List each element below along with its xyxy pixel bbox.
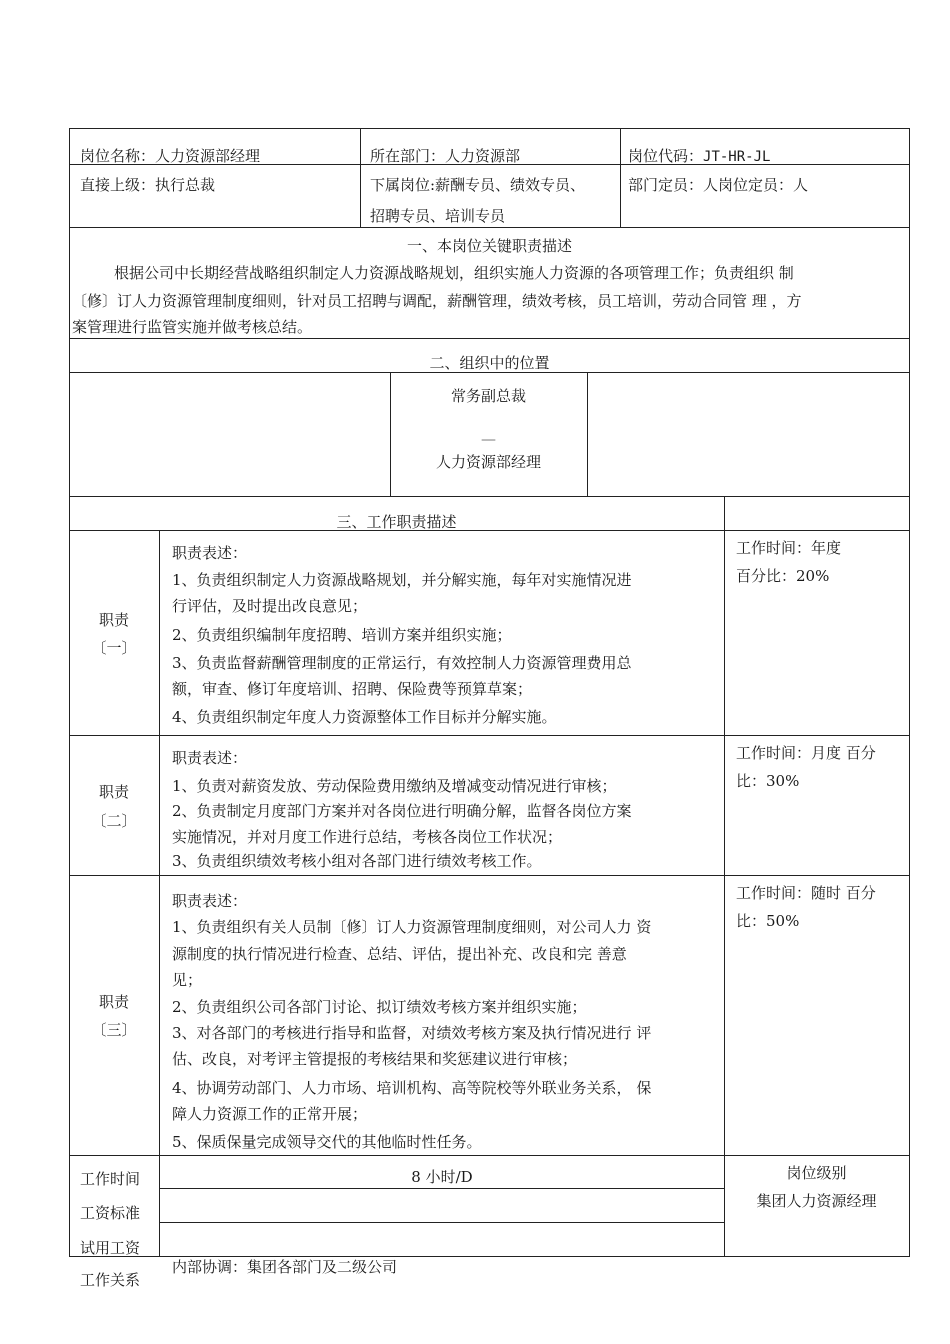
section1-title: 一、本岗位关键职责描述 bbox=[406, 237, 572, 255]
duty1-item: 4、负责组织制定年度人力资源整体工作目标并分解实施。 bbox=[172, 708, 557, 726]
duty3-label: 职责 bbox=[98, 993, 129, 1011]
salary-label: 工资标准 bbox=[80, 1204, 141, 1222]
duty2-heading: 职责表述： bbox=[172, 749, 248, 767]
subordinates-line2: 招聘专员、培训专员 bbox=[370, 207, 506, 225]
duty3-percent: 比：50% bbox=[736, 912, 800, 930]
org-top: 常务副总裁 bbox=[450, 387, 526, 405]
duty3-item: 1、负责组织有关人员制〔修〕订人力资源管理制度细则，对公司人力 资 bbox=[172, 918, 652, 936]
duty2-item: 实施情况，并对月度工作进行总结，考核各岗位工作状况； bbox=[172, 828, 563, 846]
section3-title: 三、工作职责描述 bbox=[336, 513, 457, 531]
duty3-item: 障人力资源工作的正常开展； bbox=[172, 1105, 368, 1123]
duty3-label-num: 〔三〕 bbox=[91, 1021, 137, 1039]
duty2-item: 1、负责对薪资发放、劳动保险费用缴纳及增减变动情况进行审核； bbox=[172, 777, 617, 795]
duty3-item: 5、保质保量完成领导交代的其他临时性任务。 bbox=[172, 1133, 482, 1151]
duty1-item: 行评估，及时提出改良意见； bbox=[172, 597, 368, 615]
duty3-item: 源制度的执行情况进行检查、总结、评估，提出补充、改良和完 善意 bbox=[172, 945, 627, 963]
section1-line1: 根据公司中长期经营战略组织制定人力资源战略规划，组织实施人力资源的各项管理工作；负责组织 制 bbox=[114, 264, 794, 282]
work-time-label: 工作时间 bbox=[80, 1170, 141, 1188]
duty3-time: 工作时间：随时 百分 bbox=[736, 884, 876, 902]
duty2-percent: 比：30% bbox=[736, 772, 800, 790]
duty1-item: 3、负责监督薪酬管理制度的正常运行，有效控制人力资源管理费用总 bbox=[172, 654, 632, 672]
duty3-item: 4、协调劳动部门、人力市场、培训机构、高等院校等外联业务关系， 保 bbox=[172, 1079, 652, 1097]
work-time-value: 8 小时/D bbox=[411, 1168, 473, 1186]
level-value: 集团人力资源经理 bbox=[756, 1192, 877, 1210]
duty2-label-num: 〔二〕 bbox=[91, 812, 137, 830]
position-name: 岗位名称：人力资源部经理 bbox=[80, 147, 261, 165]
section2-title: 二、组织中的位置 bbox=[429, 354, 550, 372]
duty3-item: 3、对各部门的考核进行指导和监督，对绩效考核方案及执行情况进行 评 bbox=[172, 1024, 652, 1042]
section1-line2: 〔修〕订人力资源管理制度细则，针对员工招聘与调配，薪酬管理，绩效考核，员工培训，劳动合同管 理 ，方 bbox=[72, 292, 802, 310]
duty1-item: 1、负责组织制定人力资源战略规划，并分解实施，每年对实施情况进 bbox=[172, 571, 632, 589]
position-code bbox=[628, 145, 770, 168]
level-label: 岗位级别 bbox=[786, 1164, 847, 1182]
org-bottom: 人力资源部经理 bbox=[435, 453, 541, 471]
position-code-value: JT-HR-JL bbox=[703, 149, 771, 165]
duty1-item: 额，审查、修订年度培训、招聘、保险费等预算草案； bbox=[172, 680, 533, 698]
duty2-label: 职责 bbox=[98, 783, 129, 801]
duty1-label: 职责 bbox=[98, 611, 129, 629]
duty2-item: 3、负责组织绩效考核小组对各部门进行绩效考核工作。 bbox=[172, 852, 542, 870]
section1-line3: 案管理进行监管实施并做考核总结。 bbox=[72, 318, 313, 336]
duty2-time: 工作时间：月度 百分 bbox=[736, 744, 876, 762]
duty1-percent: 百分比：20% bbox=[736, 567, 830, 585]
work-relation-value: 内部协调：集团各部门及二级公司 bbox=[172, 1258, 398, 1276]
duty1-label-num: 〔一〕 bbox=[91, 639, 137, 657]
work-relation-label: 工作关系 bbox=[80, 1271, 141, 1289]
duty3-item: 估、改良，对考评主管提报的考核结果和奖惩建议进行审核； bbox=[172, 1050, 578, 1068]
duty3-item: 见； bbox=[172, 971, 203, 989]
duty2-item: 2、负责制定月度部门方案并对各岗位进行明确分解，监督各岗位方案 bbox=[172, 802, 632, 820]
position-code-label: 岗位代码： bbox=[628, 147, 704, 165]
org-connector: — bbox=[481, 430, 496, 448]
staffing: 部门定员：人岗位定员：人 bbox=[628, 176, 809, 194]
duty1-time: 工作时间：年度 bbox=[736, 539, 842, 557]
duty1-heading: 职责表述： bbox=[172, 544, 248, 562]
duty3-heading: 职责表述： bbox=[172, 892, 248, 910]
duty1-item: 2、负责组织编制年度招聘、培训方案并组织实施； bbox=[172, 626, 512, 644]
subordinates-line1: 下属岗位:薪酬专员、绩效专员、 bbox=[370, 176, 586, 194]
supervisor: 直接上级：执行总裁 bbox=[80, 176, 216, 194]
duty3-item: 2、负责组织公司各部门讨论、拟订绩效考核方案并组织实施； bbox=[172, 998, 587, 1016]
trial-salary-label: 试用工资 bbox=[80, 1239, 141, 1257]
department: 所在部门：人力资源部 bbox=[370, 147, 521, 165]
